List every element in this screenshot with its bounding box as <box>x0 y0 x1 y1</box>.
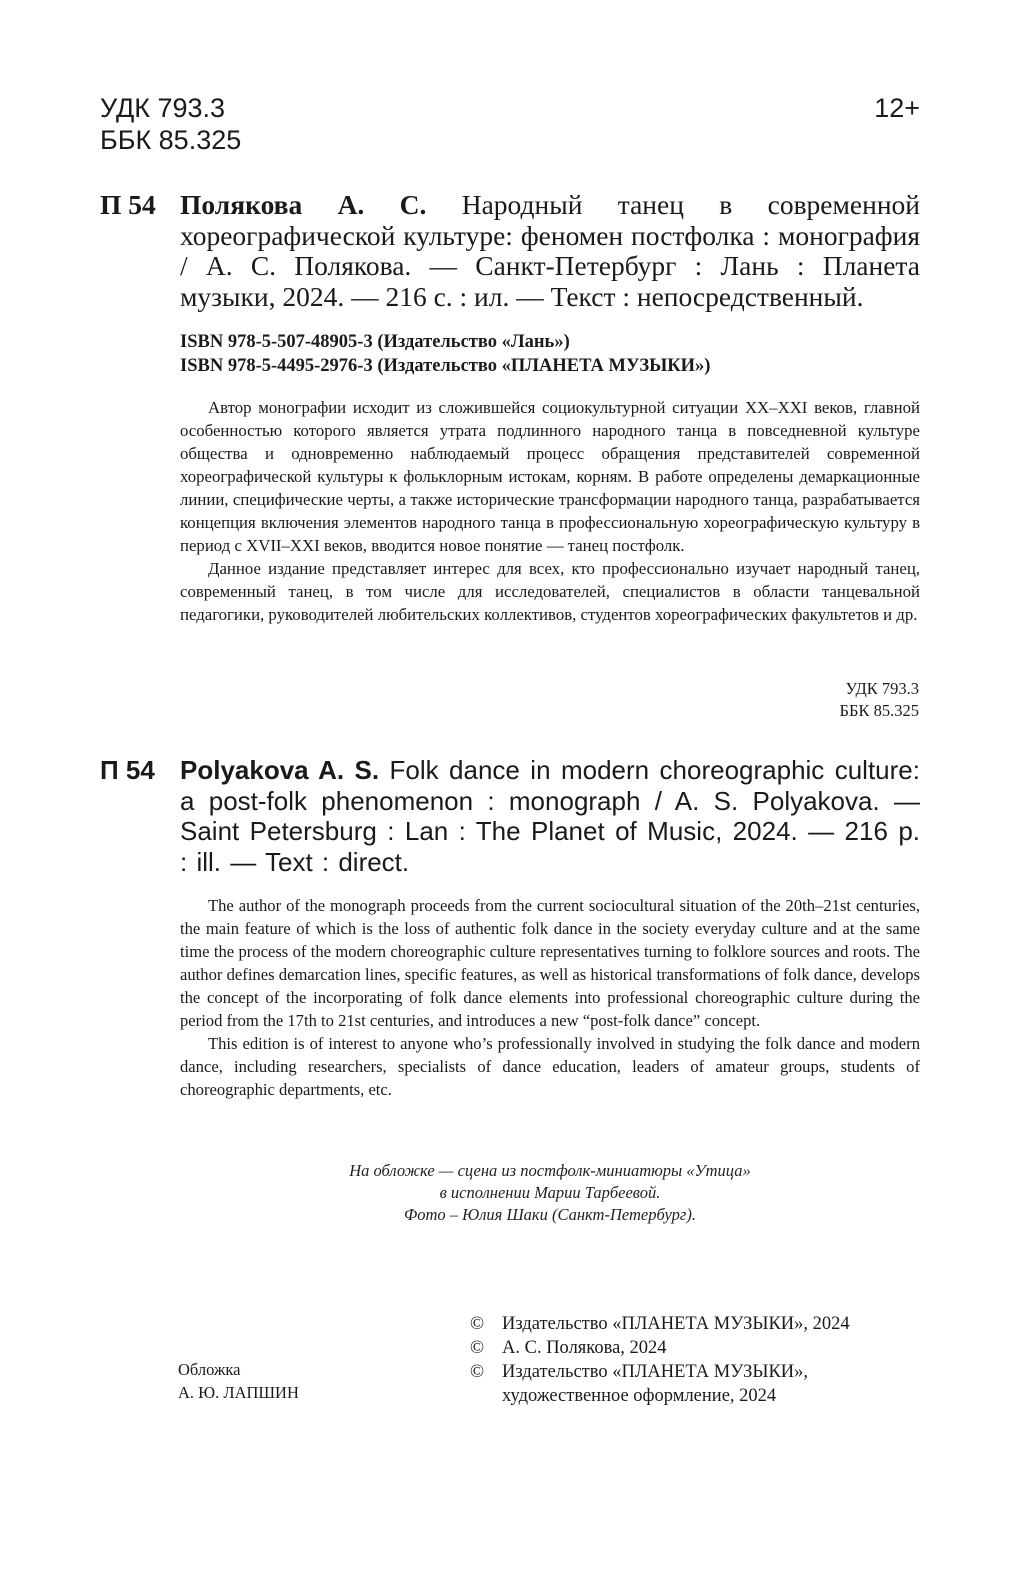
header-classification <box>100 92 241 156</box>
ru-author: Полякова А. С. <box>180 189 427 220</box>
en-author-code: П 54 <box>100 755 155 785</box>
copyright-text: А. С. Полякова, 2024 <box>502 1338 667 1358</box>
classification-udk: УДК 793.3 <box>845 679 919 698</box>
isbn-lan: ISBN 978-5-507-48905-3 (Издательство «Лань») <box>180 332 570 352</box>
header-udk: УДК 793.3 <box>100 93 226 123</box>
copyright-icon: © <box>470 1314 485 1334</box>
en-entry-text: Folk dance in modern choreographic culture: a post-folk phenomenon : monograph / A. S. Polyakova. — Saint Petersburg : Lan : The Planet of Music, 2024. — 216 p. : ill. — Text : direct. <box>180 755 920 877</box>
classification-block <box>840 678 919 722</box>
abstract-en-paragraph: This edition is of interest to anyone who’s professionally involved in studying the folk dance and modern dance, including researchers, specialists of dance education, leaders of amateur groups, students of choreographic departments, etc. <box>180 1034 920 1099</box>
copyright-text: Издательство «ПЛАНЕТА МУЗЫКИ», <box>502 1362 809 1382</box>
cover-caption <box>200 1160 900 1226</box>
ru-author-code: П 54 <box>100 189 156 220</box>
cover-credit-name: А. Ю. ЛАПШИН <box>178 1383 299 1402</box>
abstract-ru <box>180 396 920 626</box>
copyright-line <box>470 1360 850 1384</box>
copyright-line <box>470 1336 850 1360</box>
copyright-text: Издательство «ПЛАНЕТА МУЗЫКИ», 2024 <box>502 1314 850 1334</box>
cover-caption-line: в исполнении Марии Тарбеевой. <box>439 1183 661 1202</box>
ru-entry-body <box>180 190 920 312</box>
ru-bibliographic-entry <box>100 190 920 312</box>
abstract-ru-paragraph: Данное издание представляет интерес для всех, кто профессионально изучает народный танец, современный танец, в том числе для исследователей, специалистов в области танцевальной педагогики, руководителей любительских коллективов, студентов хореографических факультетов и др. <box>180 559 920 624</box>
copyright-icon: © <box>470 1338 485 1358</box>
abstract-en-paragraph: The author of the monograph proceeds from the current sociocultural situation of the 20th–21st centuries, the main feature of which is the loss of authentic folk dance in the society everyday culture and at the same time the process of the modern choreographic culture representatives turning to folklore sources and roots. The author defines demarcation lines, specific features, as well as historical transformations of folk dance, develops the concept of the incorporating of folk dance elements into professional choreographic culture during the period from the 17th to 21st centuries, and introduces a new “post-folk dance” concept. <box>180 896 920 1030</box>
classification-bbk: ББК 85.325 <box>839 701 919 720</box>
copyright-icon: © <box>470 1362 485 1382</box>
en-bibliographic-entry <box>100 755 920 877</box>
isbn-block <box>180 330 710 378</box>
abstract-en <box>180 894 920 1101</box>
isbn-planeta: ISBN 978-5-4495-2976-3 (Издательство «ПЛАНЕТА МУЗЫКИ») <box>180 356 711 376</box>
header-bbk: ББК 85.325 <box>100 125 242 155</box>
copyright-text: художественное оформление, 2024 <box>502 1386 777 1406</box>
cover-caption-line: Фото – Юлия Шаки (Санкт-Петербург). <box>404 1205 696 1224</box>
copyright-line <box>470 1312 850 1336</box>
cover-credit <box>178 1358 299 1404</box>
en-author: Polyakova A. S. <box>180 755 380 785</box>
cover-caption-line: На обложке — сцена из постфолк-миниатюры «Утица» <box>349 1161 751 1180</box>
age-rating: 12+ <box>874 93 920 123</box>
ru-entry-text: Народный танец в современной хореографической культуре: феномен постфолка : монография / А. С. Полякова. — Санкт-Петербург : Лань : Планета музыки, 2024. — 216 с. : ил. — Текст : непосредственный. <box>180 189 921 312</box>
cover-credit-label: Обложка <box>178 1360 241 1379</box>
en-entry-body <box>180 755 920 877</box>
copyright-block <box>470 1312 850 1408</box>
abstract-ru-paragraph: Автор монографии исходит из сложившейся социокультурной ситуации XX–XXI веков, главной особенностью которого является утрата подлинного народного танца в повседневной культуре общества и одновременно наблюдаемый процесс обращения представителей современной хореографической культуры к фольклорным истокам, корням. В работе определены демаркационные линии, специфические черты, а также исторические трансформации народного танца, разрабатывается концепция включения элементов народного танца в профессиональную хореографическую культуру в период с XVII–XXI веков, вводится новое понятие — танец постфолк. <box>180 398 920 555</box>
